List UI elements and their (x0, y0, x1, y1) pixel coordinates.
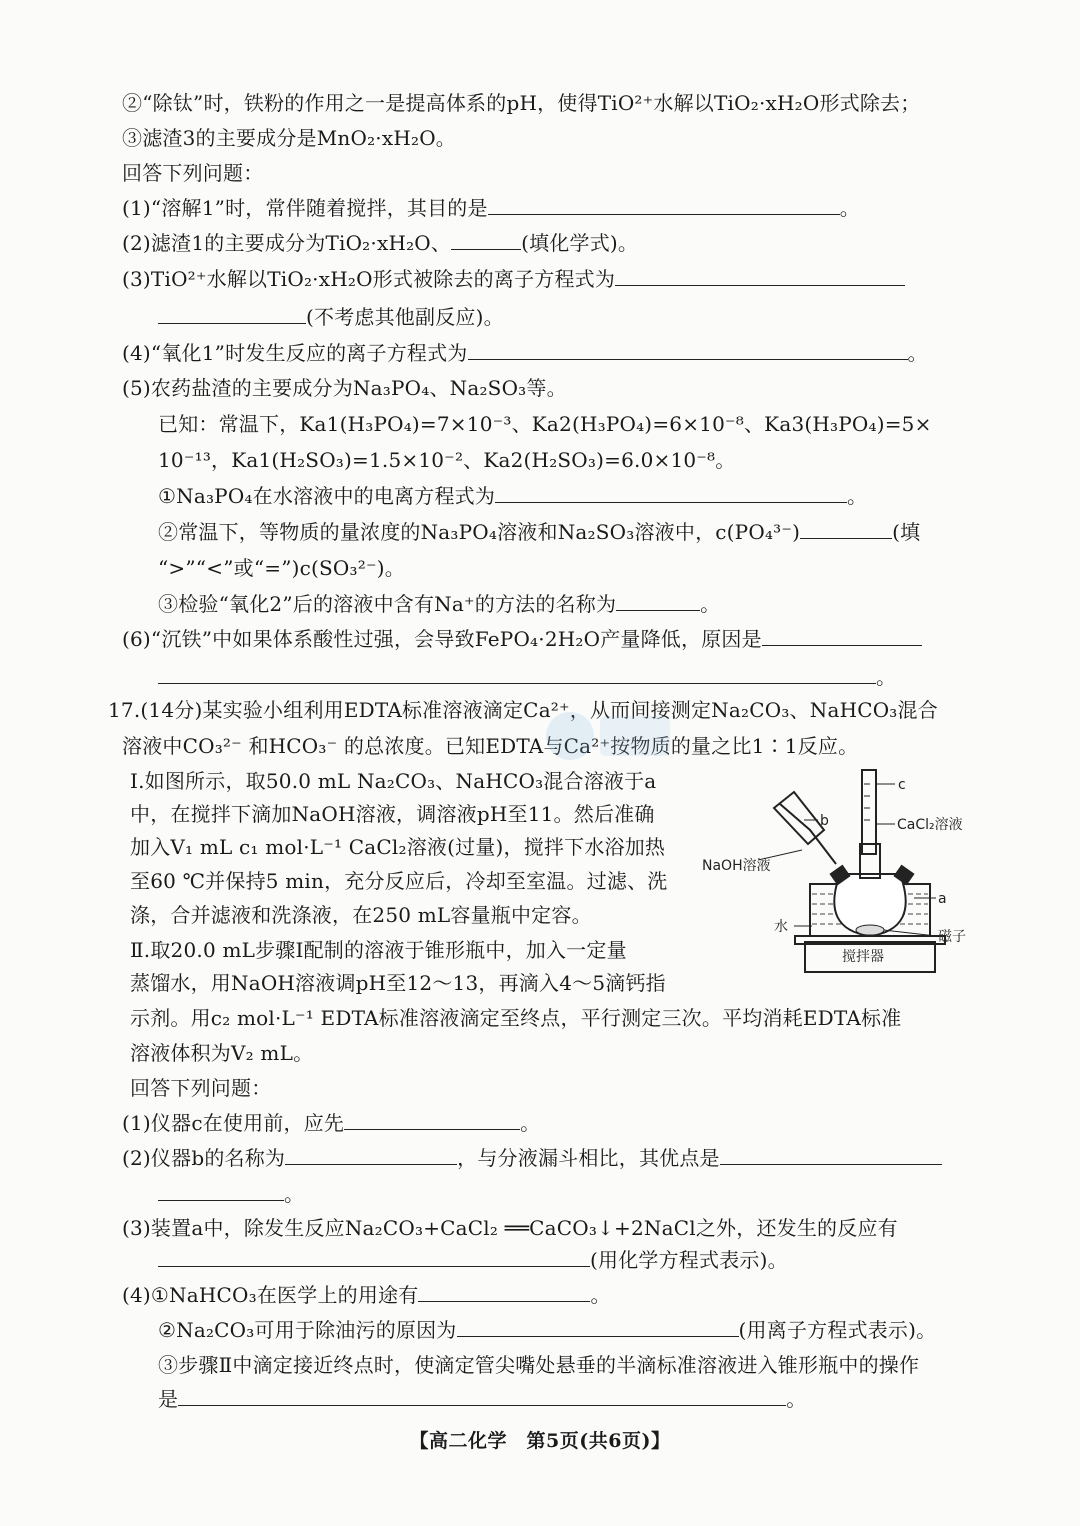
step-line: 蒸馏水，用NaOH溶液调pH至12～13，再滴入4～5滴钙指 (130, 971, 666, 995)
answer-blank[interactable] (720, 1144, 942, 1165)
question-text: (填化学式)。 (521, 231, 639, 255)
question-text: (用化学方程式表示)。 (590, 1248, 788, 1272)
question-line (122, 1108, 540, 1138)
question-text: (用离子方程式表示)。 (738, 1318, 937, 1342)
page-footer: 【高二化学 第5页(共6页)】 (409, 1430, 671, 1452)
question-line (158, 589, 720, 619)
question-text: (1)“溶解1”时，常伴随着搅拌，其目的是 (122, 196, 488, 220)
question-line (158, 1384, 806, 1414)
question-line (122, 1213, 898, 1243)
question-text: (6)“沉铁”中如果体系酸性过强，会导致FePO₄·2H₂O产量降低，原因是 (122, 627, 762, 651)
answer-blank[interactable] (158, 303, 306, 324)
question-line (158, 662, 896, 692)
answer-blank[interactable] (418, 1281, 590, 1302)
answer-blank[interactable] (615, 265, 905, 286)
text-line: ②“除钛”时，铁粉的作用之一是提高体系的pH，使得TiO²⁺水解以TiO₂·xH₂O形式除去； (122, 91, 921, 115)
stir-bar (856, 925, 884, 935)
answer-blank[interactable] (495, 482, 847, 503)
text-line: (5)农药盐渣的主要成分为Na₃PO₄、Na₂SO₃等。 (122, 376, 567, 400)
label-stirbar: 磁子 (938, 929, 966, 945)
answer-blank[interactable] (285, 1144, 457, 1165)
question-text: ③检验“氧化2”后的溶液中含有Na⁺的方法的名称为 (158, 592, 617, 616)
step-line: 示剂。用c₂ mol·L⁻¹ EDTA标准溶液滴定至终点，平行测定三次。平均消耗EDTA标准 (130, 1006, 902, 1030)
question-line (158, 1245, 788, 1275)
step-line: 中，在搅拌下滴加NaOH溶液，调溶液pH至11。然后准确 (130, 802, 655, 826)
question-text: (3)TiO²⁺水解以TiO₂·xH₂O形式被除去的离子方程式为 (122, 267, 616, 291)
question-text: ②常温下，等物质的量浓度的Na₃PO₄溶液和Na₂SO₃溶液中，c(PO₄³⁻) (158, 520, 801, 544)
answer-blank[interactable] (158, 663, 876, 684)
text-line: 已知：常温下，Ka1(H₃PO₄)=7×10⁻³、Ka2(H₃PO₄)=6×10⁻⁸、Ka3(H₃PO₄)=5× (158, 412, 932, 436)
answer-blank[interactable] (158, 1246, 590, 1267)
punct: 。 (520, 1111, 541, 1135)
question-line (122, 1280, 611, 1310)
text-line: 10⁻¹³，Ka1(H₂SO₃)=1.5×10⁻²、Ka2(H₂SO₃)=6.0×10⁻⁸。 (158, 448, 736, 472)
text-line: 回答下列问题： (122, 161, 264, 185)
question-line (122, 624, 922, 654)
step-line: 至60 ℃并保持5 min，充分反应后，冷却至室温。过滤、洗 (130, 869, 668, 893)
question-text: ②Na₂CO₃可用于除油污的原因为 (158, 1318, 457, 1342)
question-text: ，与分液漏斗相比，其优点是 (457, 1146, 720, 1170)
text-line: “>”“<”或“=”)c(SO₃²⁻)。 (158, 556, 405, 580)
label-water: 水 (774, 919, 788, 935)
question-line (158, 302, 504, 332)
text-line: 溶液中CO₃²⁻ 和HCO₃⁻ 的总浓度。已知EDTA与Ca²⁺按物质的量之比1∶1反应。 (122, 734, 859, 758)
step-line: Ⅱ.取20.0 mL步骤Ⅰ配制的溶液于锥形瓶中，加入一定量 (130, 938, 627, 962)
question-line (122, 228, 638, 258)
answer-blank[interactable] (468, 339, 908, 360)
answer-blank[interactable] (344, 1109, 520, 1130)
step-line: 涤，合并滤液和洗涤液，在250 mL容量瓶中定容。 (130, 903, 592, 927)
label-naoh: NaOH溶液 (702, 858, 771, 874)
apparatus-figure (700, 764, 990, 984)
question-text: (1)仪器c在使用前，应先 (122, 1111, 345, 1135)
answer-blank[interactable] (451, 229, 521, 250)
text-line: 回答下列问题： (130, 1076, 272, 1100)
punct: 。 (876, 665, 897, 689)
question-line (158, 517, 920, 547)
question-text: (4)“氧化1”时发生反应的离子方程式为 (122, 341, 468, 365)
question-text: (2)滤渣1的主要成分为TiO₂·xH₂O、 (122, 231, 452, 255)
label-stirrer: 搅拌器 (842, 949, 884, 965)
question-text: (4)①NaHCO₃在医学上的用途有 (122, 1283, 419, 1307)
question-line (122, 264, 905, 294)
step-line: 加入V₁ mL c₁ mol·L⁻¹ CaCl₂溶液(过量)，搅拌下水浴加热 (130, 835, 666, 859)
question-text: 是 (158, 1387, 179, 1411)
burette (862, 770, 876, 854)
answer-blank[interactable] (178, 1385, 786, 1406)
question-text: (2)仪器b的名称为 (122, 1146, 286, 1170)
punct: 。 (907, 341, 928, 365)
step-line: 溶液体积为V₂ mL。 (130, 1041, 314, 1065)
question-text: (不考虑其他副反应)。 (306, 305, 504, 329)
question-text: ①Na₃PO₄在水溶液中的电离方程式为 (158, 484, 496, 508)
answer-blank[interactable] (457, 1316, 739, 1337)
question-text: (填 (892, 520, 921, 544)
question-line (158, 1179, 304, 1209)
question-line (158, 1315, 936, 1345)
punct: 。 (590, 1283, 611, 1307)
text-line: ③步骤Ⅱ中滴定接近终点时，使滴定管尖嘴处悬垂的半滴标准溶液进入锥形瓶中的操作 (158, 1353, 920, 1377)
question-17-header: 17.(14分)某实验小组利用EDTA标准溶液滴定Ca²⁺，从而间接测定Na₂CO₃、NaHCO₃混合 (108, 698, 938, 722)
label-cacl2: CaCl₂溶液 (897, 817, 963, 833)
label-c: c (898, 777, 906, 793)
text-line: ③滤渣3的主要成分是MnO₂·xH₂O。 (122, 126, 456, 150)
answer-blank[interactable] (616, 590, 700, 611)
step-line: Ⅰ.如图所示，取50.0 mL Na₂CO₃、NaHCO₃混合溶液于a (130, 769, 657, 793)
answer-blank[interactable] (488, 194, 840, 215)
label-b: b (820, 813, 829, 829)
punct: 。 (786, 1387, 807, 1411)
question-line (122, 338, 928, 368)
answer-blank[interactable] (158, 1180, 284, 1201)
answer-blank[interactable] (762, 625, 922, 646)
question-text: (3)装置a中，除发生反应Na₂CO₃+CaCl₂ ══CaCO₃↓+2NaCl之外，还发生的反应有 (122, 1216, 898, 1240)
punct: 。 (284, 1182, 305, 1206)
punct: 。 (700, 592, 721, 616)
funnel-body (774, 792, 824, 844)
question-line (122, 1143, 942, 1173)
answer-blank[interactable] (800, 518, 892, 539)
punct: 。 (839, 196, 860, 220)
question-line (158, 481, 867, 511)
question-line (122, 193, 860, 223)
label-a: a (938, 891, 947, 907)
punct: 。 (847, 484, 868, 508)
